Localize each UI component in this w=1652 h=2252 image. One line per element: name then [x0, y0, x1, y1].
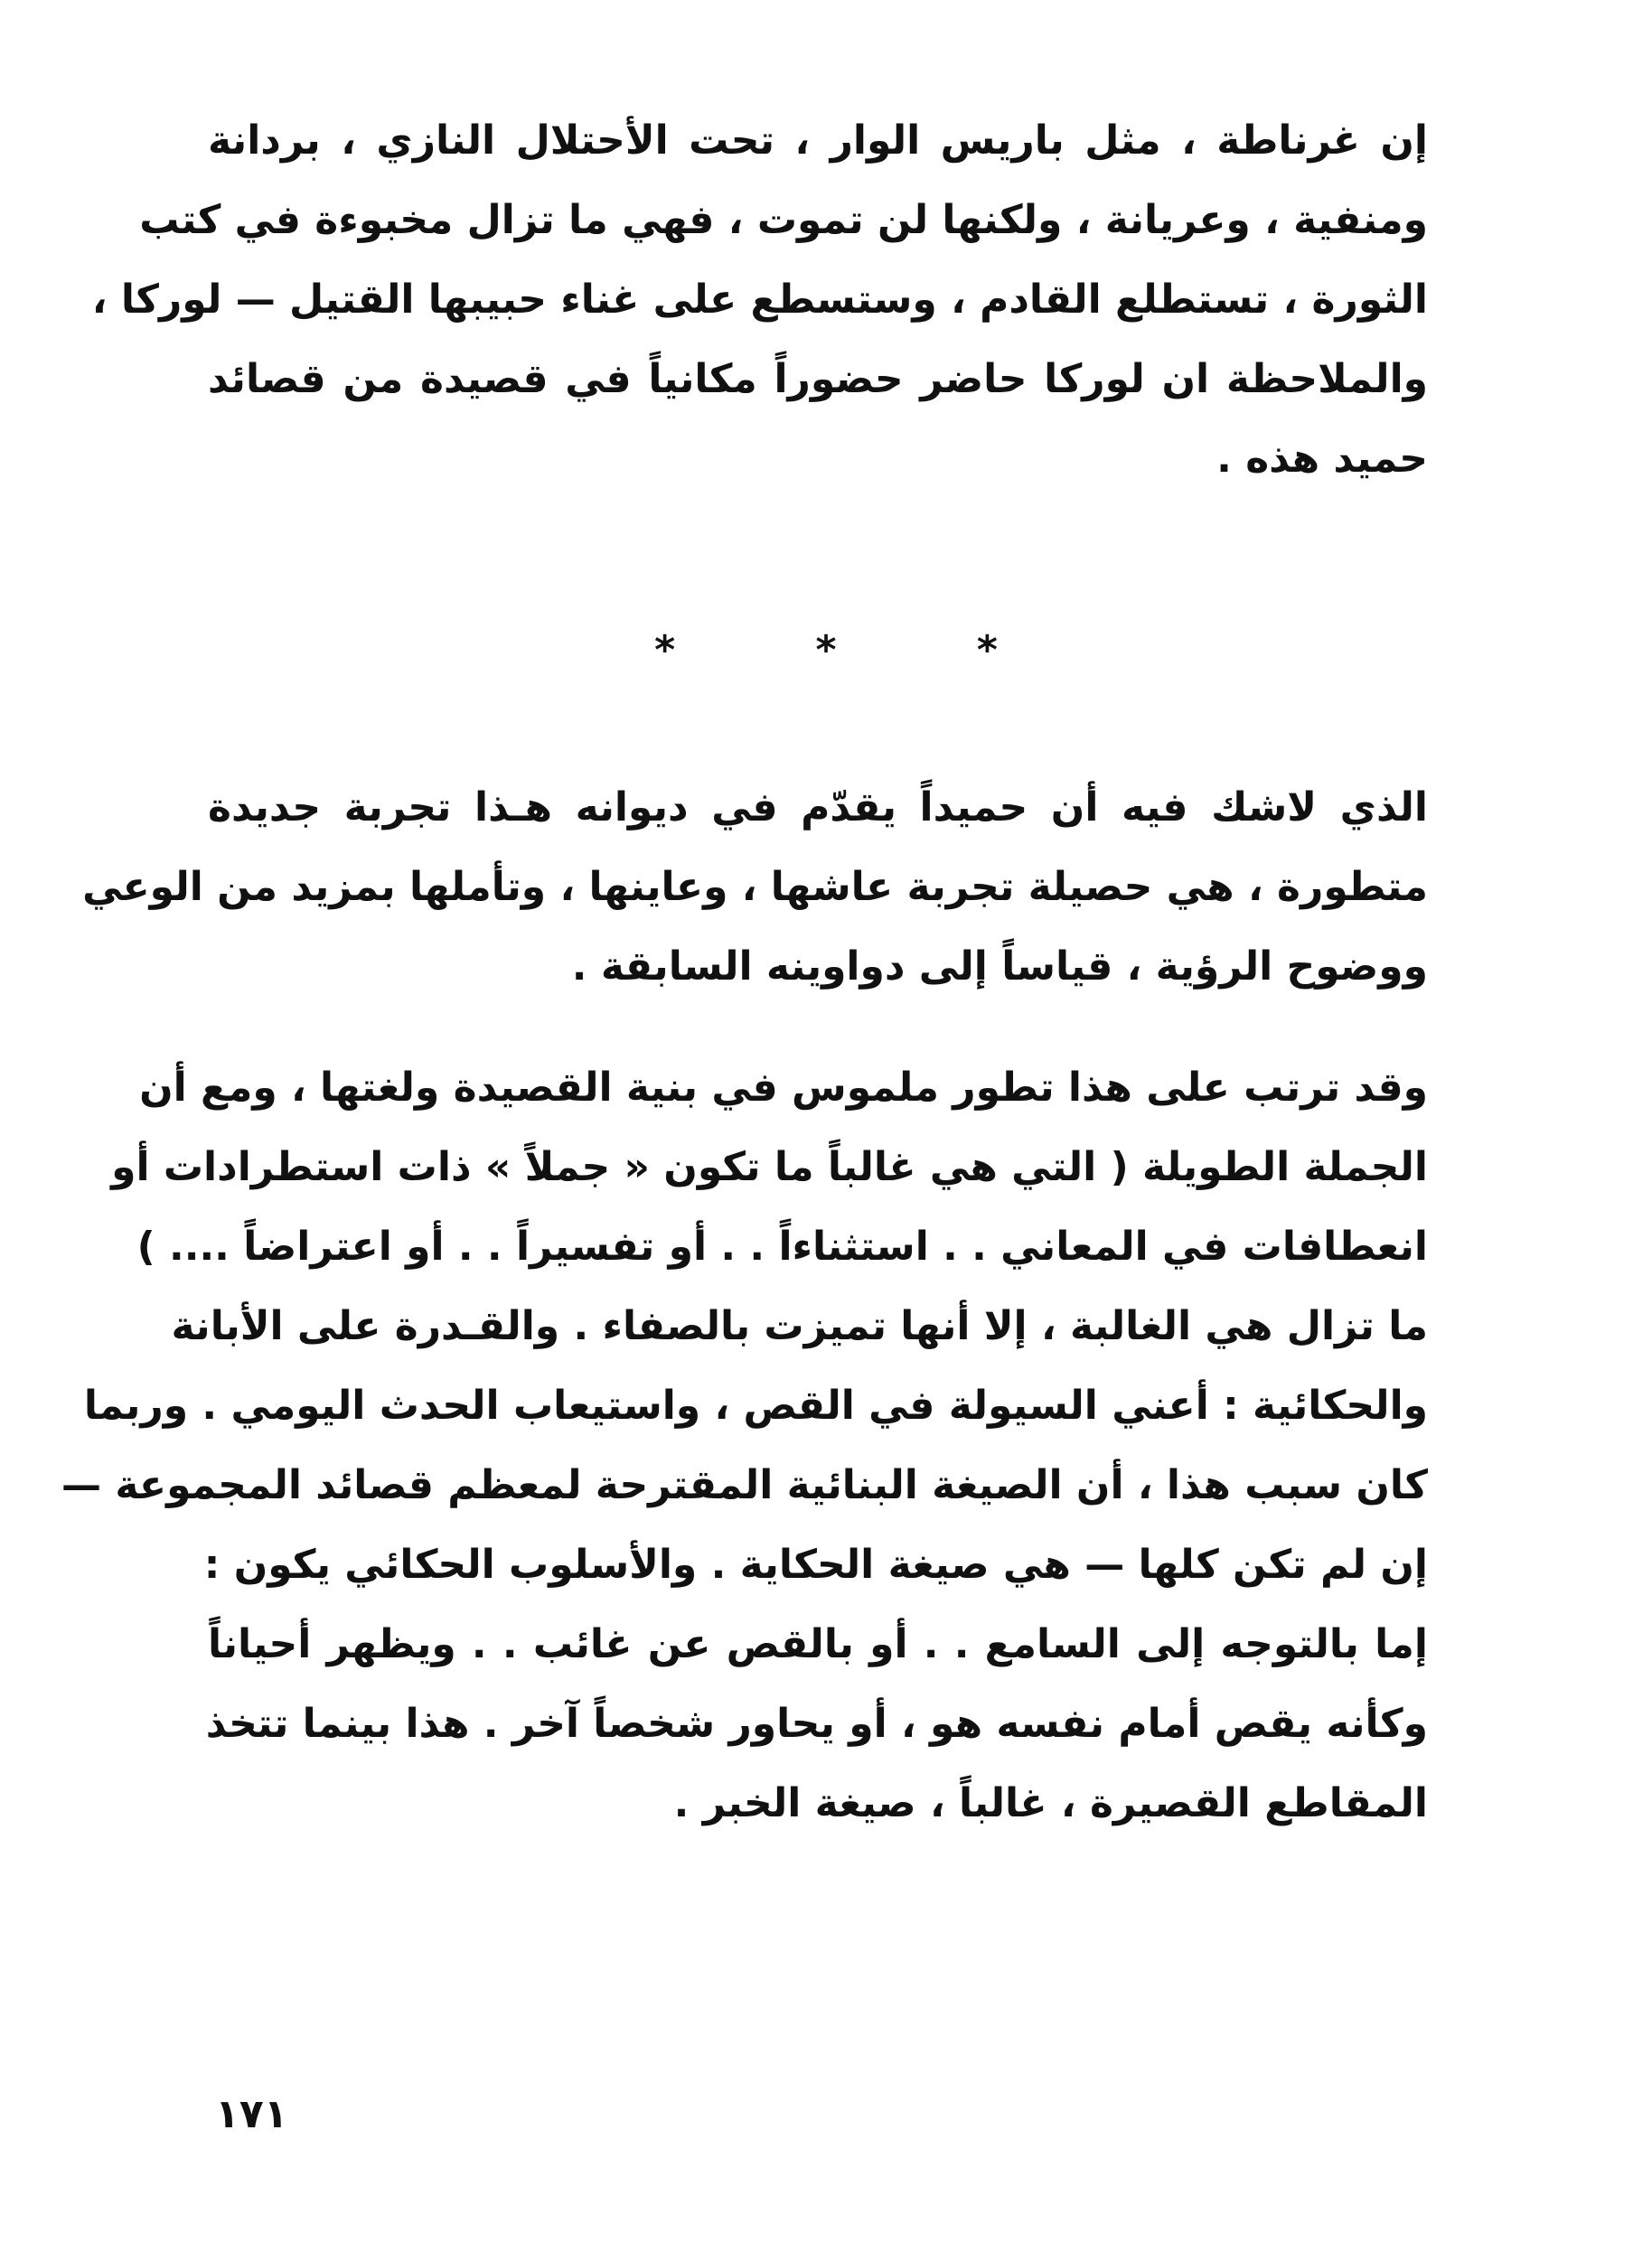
text-line: ما تزال هي الغالبة ، إلا أنها تميزت بالصفاء . والقـدرة على الأبانة	[171, 1303, 1428, 1349]
text-line: إن غرناطة ، مثل باريس الوار ، تحت الأحتلال النازي ، بردانة	[208, 117, 1428, 164]
text-line: إما بالتوجه إلى السامع . . أو بالقص عن غائب . . ويظهر أحياناً	[208, 1621, 1428, 1667]
text-line: متطورة ، هي حصيلة تجربة عاشها ، وعاينها ، وتأملها بمزيد من الوعي	[82, 864, 1428, 910]
paragraph-2	[82, 768, 1428, 1007]
text-line: ووضوح الرؤية ، قياساً إلى دواوينه السابقة .	[571, 943, 1428, 990]
text-line: حميد هذه .	[1216, 436, 1428, 482]
text-line: إن لم تكن كلها — هي صيغة الحكاية . والأسلوب الحكائي يكون :	[203, 1542, 1428, 1588]
page-number: ١٧١	[215, 2091, 288, 2137]
text-line: الجملة الطويلة ( التي هي غالباً ما تكون « جملاً » ذات استطرادات أو	[111, 1144, 1428, 1190]
text-line: والحكائية : أعني السيولة في القص ، واستيعاب الحدث اليومي . وربما	[83, 1383, 1428, 1429]
paragraph-3	[61, 1048, 1428, 1844]
text-line: انعطافات في المعاني . . استثناءاً . . أو تفسيراً . . أو اعتراضاً .... )	[136, 1224, 1428, 1270]
text-line: المقاطع القصيرة ، غالباً ، صيغة الخبر .	[673, 1780, 1428, 1826]
text-line: والملاحظة ان لوركا حاضر حضوراً مكانياً في قصيدة من قصائد	[208, 356, 1428, 402]
text-line: وقد ترتب على هذا تطور ملموس في بنية القصيدة ولغتها ، ومع أن	[139, 1065, 1428, 1111]
section-separator: * * *	[654, 627, 1061, 673]
text-line: وكأنه يقص أمام نفسه هو ، أو يحاور شخصاً آخر . هذا بينما تتخذ	[205, 1701, 1428, 1747]
paragraph-1	[91, 101, 1428, 499]
text-line: كان سبب هذا ، أن الصيغة البنائية المقترحة لمعظم قصائد المجموعة —	[61, 1462, 1428, 1508]
text-line: الذي لاشك فيه أن حميداً يقدّم في ديوانه هـذا تجربة جديدة	[208, 784, 1428, 830]
text-line: ومنفية ، وعريانة ، ولكنها لن تموت ، فهي ما تزال مخبوءة في كتب	[139, 197, 1428, 243]
text-line: الثورة ، تستطلع القادم ، وستسطع على غناء حبيبها القتيل — لوركا ،	[91, 277, 1428, 323]
